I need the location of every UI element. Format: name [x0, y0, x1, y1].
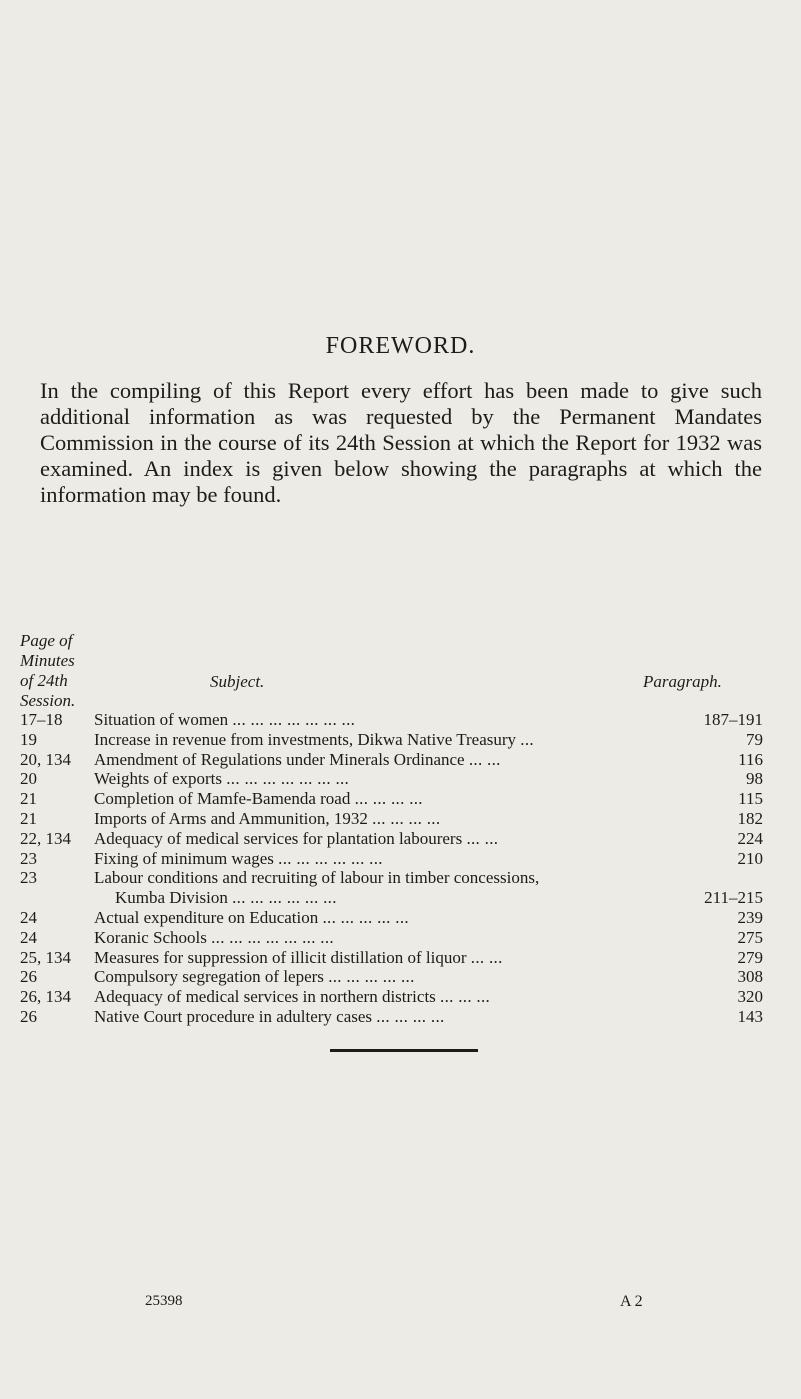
index-paragraph-ref: 116 [738, 749, 763, 769]
index-subject-cell [94, 769, 624, 789]
index-subject: Measures for suppression of illicit distillation of liquor [94, 947, 467, 967]
index-subject-cell [94, 829, 624, 849]
index-row [20, 849, 780, 869]
dot-leader: ... [520, 729, 534, 749]
index-paragraph-ref: 115 [738, 789, 763, 809]
index-row [20, 987, 780, 1007]
column-header-page [20, 631, 110, 711]
index-row [20, 868, 780, 888]
index-subject: Native Court procedure in adultery cases [94, 1006, 373, 1026]
index-page-ref: 19 [20, 729, 37, 749]
index-row [20, 829, 780, 849]
index-page-ref: 20 [20, 769, 37, 789]
page-title: FOREWORD. [325, 333, 476, 359]
index-row [20, 789, 780, 809]
dot-leader: ... ... ... ... ... ... ... [226, 769, 350, 789]
index-subject: Adequacy of medical services for plantation labourers [94, 828, 463, 848]
index-row [20, 750, 780, 770]
dot-leader: ... ... ... [440, 987, 491, 1007]
index-row [20, 967, 780, 987]
index-page-ref: 24 [20, 907, 37, 927]
index-page-ref: 23 [20, 848, 37, 868]
index-paragraph-ref: 275 [737, 927, 763, 947]
index-paragraph-ref: 79 [746, 729, 763, 749]
dot-leader: ... ... ... ... [372, 808, 441, 828]
index-row [20, 730, 780, 750]
index-subject-cell [94, 888, 645, 908]
column-header-page-line: Session. [20, 691, 76, 710]
column-header-paragraph: Paragraph. [643, 672, 722, 691]
index-subject: Increase in revenue from investments, Dikwa Native Treasury [94, 729, 517, 749]
index-row [20, 908, 780, 928]
divider-rule [330, 1049, 478, 1052]
index-subject-cell [94, 928, 624, 948]
index-row [20, 888, 780, 908]
index-page-ref: 22, 134 [20, 828, 71, 848]
index-paragraph-ref: 143 [737, 1006, 763, 1026]
index-paragraph-ref: 239 [737, 907, 763, 927]
index-subject-cell [94, 849, 624, 869]
index-page-ref: 23 [20, 868, 37, 888]
index-row [20, 948, 780, 968]
index-subject-cell [94, 789, 624, 809]
column-header-page-line: Page of [20, 631, 73, 650]
intro-paragraph: In the compiling of this Report every effort has been made to give such additional information as was requested by the Permanent Mandates Commission in the course of its 24th Session at which the Report for 1932 was examined. An index is given below showing the paragraphs at which the information may be found. [40, 378, 762, 507]
index-paragraph-ref: 210 [737, 848, 763, 868]
index-row [20, 809, 780, 829]
index-subject-cell [94, 987, 624, 1007]
index-subject-cell [94, 967, 624, 987]
index-paragraph-ref: 308 [737, 967, 763, 987]
index-table [20, 710, 780, 1027]
dot-leader: ... ... ... ... [354, 789, 423, 809]
signature-mark: A 2 [620, 1293, 643, 1310]
index-subject: Imports of Arms and Ammunition, 1932 [94, 808, 368, 828]
column-header-page-line: Minutes [20, 651, 75, 670]
index-subject-cell [94, 730, 624, 750]
index-row [20, 928, 780, 948]
index-subject: Situation of women [94, 710, 229, 729]
index-paragraph-ref: 211–215 [704, 888, 763, 908]
index-subject: Labour conditions and recruiting of labour in timber concessions, [94, 868, 540, 888]
index-subject-cell [94, 908, 624, 928]
index-page-ref: 21 [20, 789, 37, 809]
index-paragraph-ref: 279 [737, 947, 763, 967]
index-subject: Kumba Division [115, 888, 228, 908]
index-subject: Koranic Schools [94, 927, 207, 947]
index-subject-cell [94, 809, 624, 829]
dot-leader: ... ... ... ... ... ... ... [232, 710, 356, 729]
index-row [20, 1007, 780, 1027]
dot-leader: ... ... ... ... ... ... [278, 848, 383, 868]
index-page-ref: 26 [20, 1006, 37, 1026]
index-subject-cell [94, 1007, 624, 1027]
index-subject: Fixing of minimum wages [94, 848, 274, 868]
index-page-ref: 24 [20, 927, 37, 947]
index-subject: Compulsory segregation of lepers [94, 967, 324, 987]
index-subject-cell [94, 868, 624, 888]
index-page-ref: 26 [20, 967, 37, 987]
dot-leader: ... ... ... ... [376, 1006, 445, 1026]
index-subject: Actual expenditure on Education [94, 907, 319, 927]
index-row [20, 769, 780, 789]
index-subject-cell [94, 750, 624, 770]
index-paragraph-ref: 182 [737, 808, 763, 828]
index-subject-cell [94, 948, 624, 968]
dot-leader: ... ... ... ... ... [322, 907, 409, 927]
index-page-ref: 25, 134 [20, 947, 71, 967]
column-header-page-line: of 24th [20, 671, 68, 690]
index-page-ref: 26, 134 [20, 987, 71, 1007]
dot-leader: ... ... [468, 749, 501, 769]
index-row [20, 710, 780, 730]
index-page-ref: 20, 134 [20, 749, 71, 769]
column-header-subject: Subject. [210, 672, 265, 691]
index-paragraph-ref: 187–191 [703, 710, 763, 729]
index-page-ref: 17–18 [20, 710, 63, 729]
index-page-ref: 21 [20, 808, 37, 828]
index-subject: Adequacy of medical services in northern districts [94, 987, 436, 1007]
index-subject-cell [94, 710, 624, 730]
print-number: 25398 [145, 1293, 183, 1309]
dot-leader: ... ... ... ... ... ... ... [211, 927, 334, 947]
dot-leader: ... ... [466, 828, 499, 848]
index-paragraph-ref: 224 [737, 828, 763, 848]
index-subject: Completion of Mamfe-Bamenda road [94, 789, 351, 809]
dot-leader: ... ... [470, 947, 503, 967]
dot-leader: ... ... ... ... ... [328, 967, 415, 987]
index-subject: Weights of exports [94, 769, 222, 789]
index-subject: Amendment of Regulations under Minerals Ordinance [94, 749, 465, 769]
index-paragraph-ref: 98 [746, 769, 763, 789]
index-paragraph-ref: 320 [737, 987, 763, 1007]
dot-leader: ... ... ... ... ... ... [232, 888, 337, 908]
